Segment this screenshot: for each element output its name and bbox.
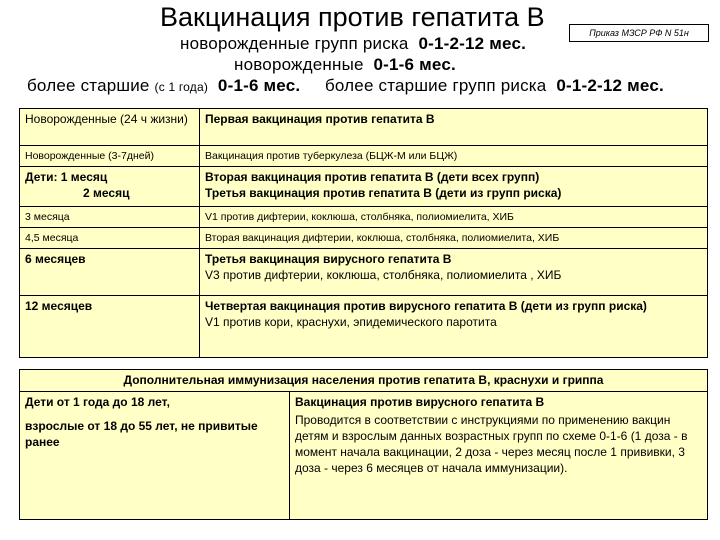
description-title: Вакцинация против вирусного гепатита В xyxy=(295,395,545,409)
action-cell: V1 против дифтерии, коклюша, столбняка, полиомиелита, ХИБ xyxy=(200,207,708,228)
description-text: Проводится в соответствии с инструкциями по применению вакцин детям и взрослым данных возрастных групп по схеме 0-1-6 (1 доза - в момент начала вакцинации, 2 доза - через месяц после 1 прививки, 3 доза - через 6 месяцев от начала иммунизации). xyxy=(295,413,688,475)
action-line: Третья вакцинация вирусного гепатита В xyxy=(205,252,452,266)
age-cell xyxy=(20,167,200,207)
schedule-line-note: (с 1 года) xyxy=(154,80,209,94)
table-row xyxy=(20,296,708,358)
action-cell: Вторая вакцинация дифтерии, коклюша, столбняка, полиомиелита, ХИБ xyxy=(200,228,708,249)
table-row xyxy=(20,109,708,146)
additional-immunization-table xyxy=(19,391,708,520)
action-line: Вторая вакцинация против гепатита В (дети всех групп) xyxy=(205,170,540,184)
page-title: Вакцинация против гепатита В xyxy=(160,2,545,32)
group-cell xyxy=(20,392,290,520)
action-cell: Первая вакцинация против гепатита В xyxy=(200,109,708,146)
age-cell: 6 месяцев xyxy=(20,249,200,296)
action-line: Четвертая вакцинация против вирусного гепатита В (дети из групп риска) xyxy=(205,299,647,313)
action-cell xyxy=(200,249,708,296)
action-line: V3 против дифтерии, коклюша, столбняка, полиомиелита , ХИБ xyxy=(205,268,562,282)
vaccination-schedule-table xyxy=(19,108,708,358)
schedule-line-text: более старшие xyxy=(27,76,150,95)
schedule-line-older xyxy=(27,76,664,96)
age-cell: 12 месяцев xyxy=(20,296,200,358)
age-line: Дети: 1 месяц xyxy=(25,170,108,184)
age-cell: 3 месяца xyxy=(20,207,200,228)
schedule-line-newborns xyxy=(234,55,456,75)
group-line: Дети от 1 года до 18 лет, xyxy=(25,395,170,409)
schedule-line-risk-newborns xyxy=(180,34,526,54)
action-line: Третья вакцинация против гепатита В (дети из групп риска) xyxy=(205,186,562,200)
table-row xyxy=(20,228,708,249)
action-cell xyxy=(200,167,708,207)
order-reference: Приказ МЗСР РФ N 51н xyxy=(569,24,709,42)
table-row xyxy=(20,207,708,228)
schedule-line-value: 0-1-6 мес. xyxy=(373,55,456,74)
group-line: взрослые от 18 до 55 лет, не привитые ранее xyxy=(25,419,258,449)
table-row xyxy=(20,167,708,207)
age-cell: Новорожденные (24 ч жизни) xyxy=(20,109,200,146)
action-line: V1 против кори, краснухи, эпидемического паротита xyxy=(205,315,497,329)
schedule-line-text: более старшие групп риска xyxy=(324,76,547,95)
action-cell xyxy=(200,296,708,358)
schedule-line-text: новорожденные групп риска xyxy=(180,34,409,53)
schedule-line-value: 0-1-6 мес. xyxy=(217,76,301,95)
action-cell: Вакцинация против туберкулеза (БЦЖ-М или БЦЖ) xyxy=(200,146,708,167)
description-cell xyxy=(290,392,708,520)
schedule-line-value: 0-1-2-12 мес. xyxy=(418,34,527,53)
age-line: 2 месяц xyxy=(83,186,130,200)
schedule-line-text: новорожденные xyxy=(234,55,364,74)
table-row xyxy=(20,249,708,296)
schedule-line-value: 0-1-2-12 мес. xyxy=(556,76,664,95)
table-row xyxy=(20,146,708,167)
table-row xyxy=(20,392,708,520)
additional-immunization-heading: Дополнительная иммунизация населения против гепатита В, краснухи и гриппа xyxy=(19,369,708,392)
age-cell: Новорожденные (3-7дней) xyxy=(20,146,200,167)
age-cell: 4,5 месяца xyxy=(20,228,200,249)
